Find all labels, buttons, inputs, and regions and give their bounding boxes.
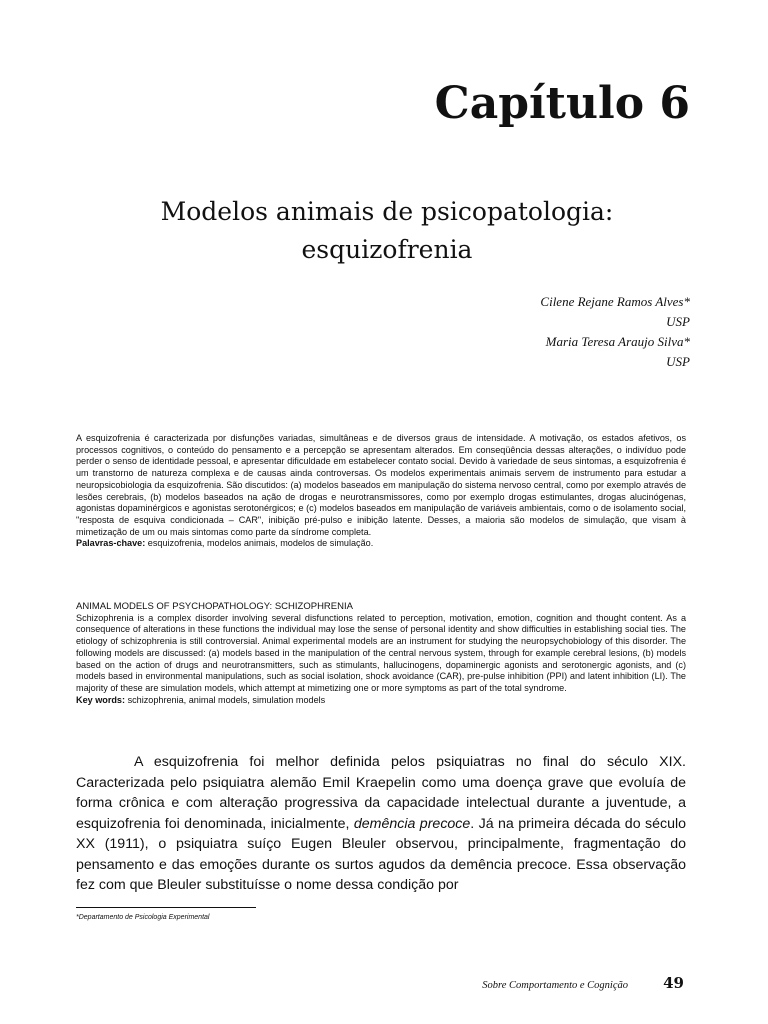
footnote: *Departamento de Psicologia Experimental bbox=[76, 914, 210, 921]
abstract-portuguese bbox=[76, 433, 686, 550]
keywords-en-values: schizophrenia, animal models, simulation models bbox=[127, 694, 326, 705]
body-emphasis: demência precoce bbox=[353, 815, 471, 832]
keywords-en-label: Key words: bbox=[76, 694, 126, 705]
author-name: Maria Teresa Araujo Silva* bbox=[545, 334, 690, 349]
abstract-en-text: Schizophrenia is a complex disorder involving several disfunctions related to perception, motivation, emotion, cognition and thought content. As a consequence of alterations in these functions the individual may lose the sense of personal identity and show difficulties in establishing social ties. The etiology of schizophrenia is still controversial. Animal experimental models are an instrument for studying the neuropsychobiology of this disorder. The following models are discussed: (a) models based in the manipulation of the central nervous system, through for example cerebral lesions, (b) models based on the action of drugs and neurotransmitters, such as stimulants, hallucinogens, dopaminergic agonists and serotonergic agonists, and (c) models based in environmental manipulations, such as social isolation, shock avoidance (CAR), pre-pulse inhibition (PPI) and latent inhibition (LI). The majority of these are simulation models, which attempt at mimetizing one or more symptoms as part of the total syndrome. bbox=[76, 612, 686, 693]
chapter-heading: Capítulo 6 bbox=[434, 78, 690, 129]
author-block bbox=[540, 292, 690, 372]
abstract-pt-text: A esquizofrenia é caracterizada por disfunções variadas, simultâneas e de diversos graus de intensidade. A motivação, os estados afetivos, os processos cognitivos, o conteúdo do pensamento e a percepção se apresentam alterados. Em conseqüência dessas alterações, o indivíduo pode perder o senso de identidade pessoal, e apresentar dificuldade em estabelecer contato social. Devido à variedade de seus sintomas, a esquizofrenia é um transtorno de natureza complexa e de causas ainda controversas. Os modelos experimentais animais servem de instrumento para estudar a neuropsicobiologia da esquizofrenia. São discutidos: (a) modelos baseados em manipulação do sistema nervoso central, como por exemplo através de lesões cerebrais, (b) modelos baseados na ação de drogas e neurotransmissores, como por exemplo drogas estimulantes, drogas alucinógenas, agonistas dopaminérgicos e agonistas serotonérgicos; e (c) modelos baseados em manipulação de variáveis ambientais, como o de isolamento social, "resposta de esquiva condicionada – CAR", inibição pré-pulso e inibição latente. Desses, a maioria são modelos de simulação, que visam à mimetização de um ou mais sintomas como parte da síndrome completa. bbox=[76, 433, 686, 537]
title-line-1: Modelos animais de psicopatologia: bbox=[160, 197, 614, 226]
body-paragraph bbox=[76, 752, 686, 896]
keywords-pt bbox=[76, 538, 686, 550]
abstract-english bbox=[76, 601, 686, 706]
keywords-pt-values: esquizofrenia, modelos animais, modelos de simulação. bbox=[147, 538, 374, 549]
body-text-part-1: A esquizofrenia foi melhor definida pelos psiquiatras no final do século XIX. Caracterizada pelo psiquiatra alemão Emil Kraepelin como uma doença grave que evoluía de forma crônica e com alteração progressiva da capacidade intelectual durante a juventude, a esquizofrenia foi denominada, inicialmente, bbox=[76, 754, 686, 832]
body-text-part-2: . Já na primeira década do século XX (1911), o psiquiatra suíço Eugen Bleuler observou, principalmente, fragmentação do pensamento e das emoções durante os surtos agudos da demência precoce. Essa observação fez com que Bleuler substituísse o nome dessa condição por bbox=[76, 815, 687, 893]
keywords-pt-label: Palavras-chave: bbox=[76, 538, 146, 549]
page-number: 49 bbox=[663, 974, 684, 992]
footnote-rule bbox=[76, 907, 256, 908]
abstract-en-title: ANIMAL MODELS OF PSYCHOPATHOLOGY: SCHIZOPHRENIA bbox=[76, 601, 353, 612]
author-affiliation: USP bbox=[666, 354, 690, 369]
running-footer: Sobre Comportamento e Cognição bbox=[482, 980, 628, 991]
body-text bbox=[76, 752, 686, 896]
author-affiliation: USP bbox=[666, 314, 690, 329]
title-line-2: esquizofrenia bbox=[301, 235, 473, 264]
author-name: Cilene Rejane Ramos Alves* bbox=[540, 294, 690, 309]
article-title bbox=[0, 193, 768, 269]
keywords-en bbox=[76, 695, 686, 707]
